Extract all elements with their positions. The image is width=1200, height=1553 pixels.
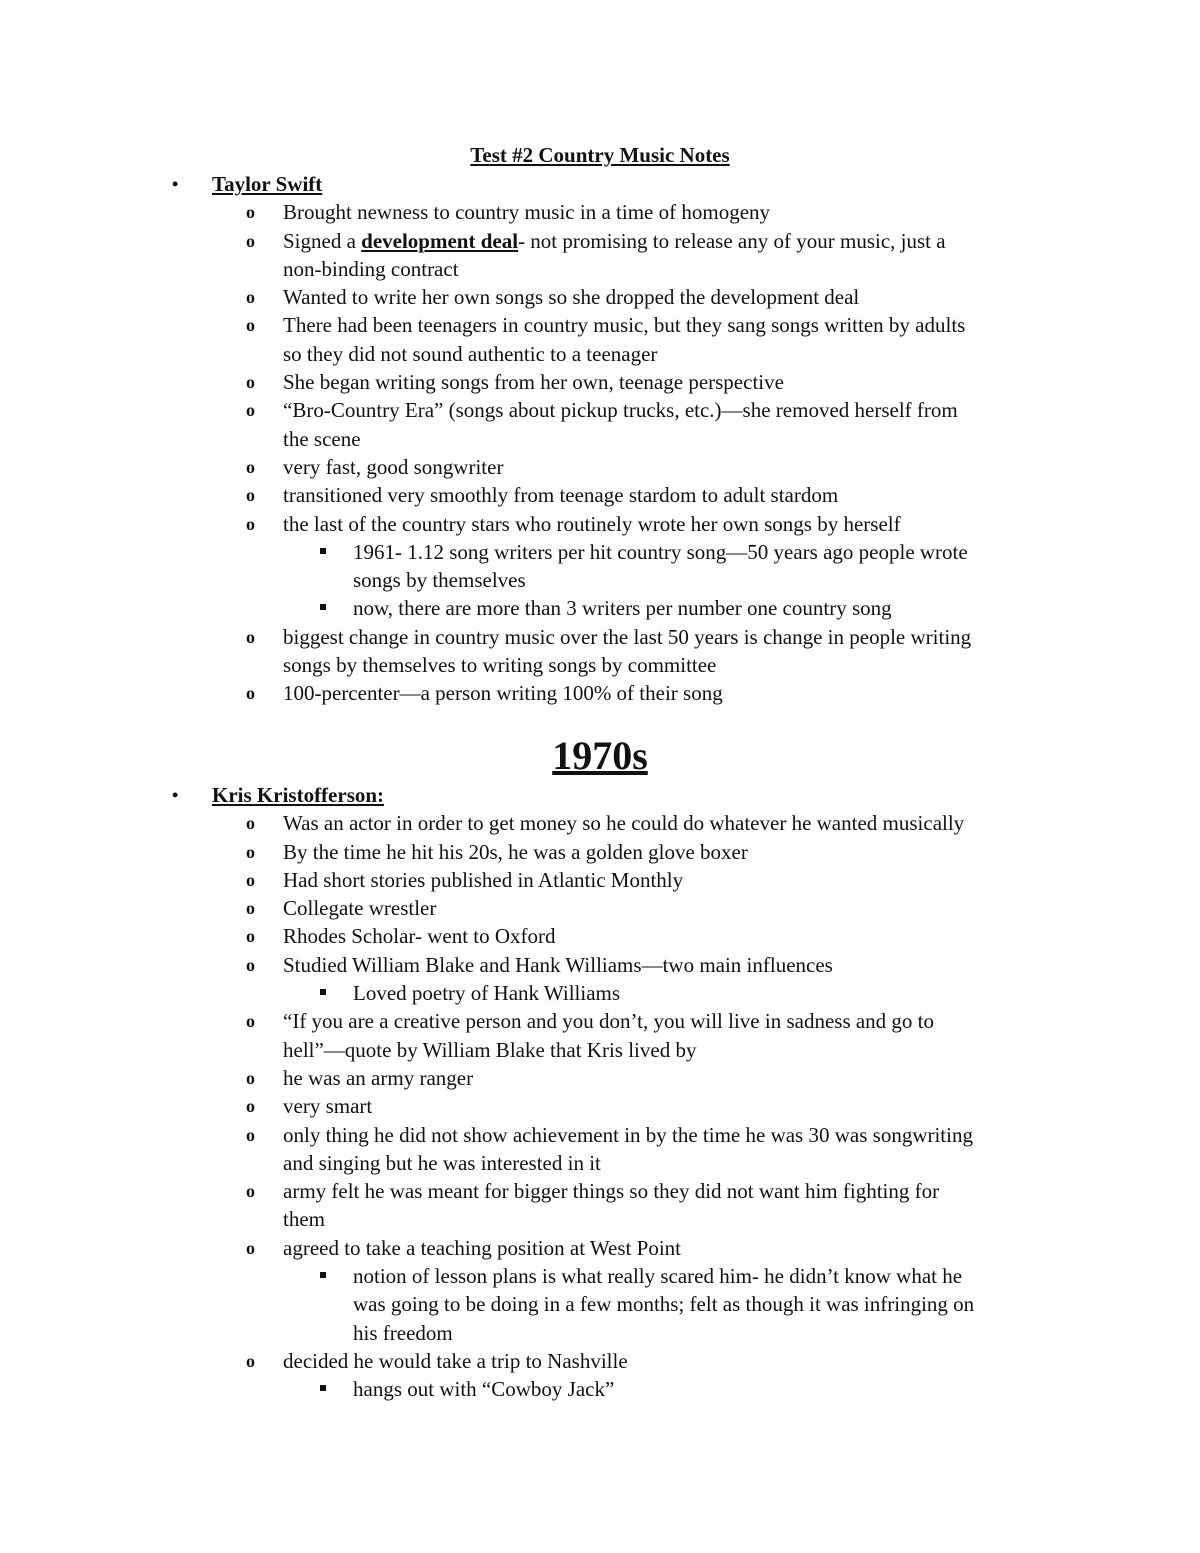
note-text: “Bro-Country Era” (songs about pickup trucks, etc.)—she removed herself from bbox=[283, 398, 958, 423]
note-text: the scene bbox=[283, 426, 361, 451]
key-term: development deal bbox=[361, 228, 519, 253]
bullet-circle-icon: o bbox=[246, 1067, 255, 1088]
note-text: transitioned very smoothly from teenage stardom to adult stardom bbox=[283, 483, 839, 508]
list-item-continuation bbox=[0, 255, 1200, 283]
bullet-circle-icon: o bbox=[246, 1011, 255, 1032]
taylor-swift-section bbox=[0, 170, 1200, 708]
bullet-circle-icon: o bbox=[246, 1124, 255, 1145]
note-text: so they did not sound authentic to a teenager bbox=[283, 341, 658, 366]
note-text: Loved poetry of Hank Williams bbox=[353, 981, 621, 1006]
list-item bbox=[0, 894, 1200, 922]
note-text: 1961- 1.12 song writers per hit country song—50 years ago people wrote bbox=[353, 539, 968, 564]
list-item bbox=[0, 809, 1200, 837]
bullet-circle-icon: o bbox=[246, 626, 255, 647]
note-text: Was an actor in order to get money so he could do whatever he wanted musically bbox=[283, 811, 965, 836]
page-title: Test #2 Country Music Notes bbox=[470, 143, 730, 167]
note-text: army felt he was meant for bigger things so they did not want him fighting for bbox=[283, 1179, 940, 1204]
list-item bbox=[0, 951, 1200, 979]
list-item bbox=[0, 1234, 1200, 1262]
note-text: very smart bbox=[283, 1094, 373, 1119]
bullet-square-icon bbox=[320, 604, 326, 610]
list-item bbox=[0, 368, 1200, 396]
note-text: he was an army ranger bbox=[283, 1065, 474, 1090]
list-item bbox=[0, 623, 1200, 651]
list-item bbox=[0, 198, 1200, 226]
bullet-circle-icon: o bbox=[246, 869, 255, 890]
list-item bbox=[0, 679, 1200, 707]
note-text: Had short stories published in Atlantic Monthly bbox=[283, 867, 684, 892]
list-item bbox=[0, 453, 1200, 481]
note-text: Wanted to write her own songs so she dropped the development deal bbox=[283, 285, 860, 310]
bullet-circle-icon: o bbox=[246, 1237, 255, 1258]
list-item bbox=[0, 283, 1200, 311]
note-text: Brought newness to country music in a time of homogeny bbox=[283, 200, 771, 225]
bullet-circle-icon: o bbox=[246, 954, 255, 975]
list-item-continuation bbox=[0, 340, 1200, 368]
bullet-circle-icon: o bbox=[246, 1350, 255, 1371]
sub-list-item bbox=[0, 979, 1200, 1007]
bullet-circle-icon: o bbox=[246, 898, 255, 919]
note-text: the last of the country stars who routinely wrote her own songs by herself bbox=[283, 511, 901, 536]
list-item-continuation bbox=[0, 425, 1200, 453]
kris-kristofferson-section bbox=[0, 781, 1200, 1404]
bullet-circle-icon: o bbox=[246, 400, 255, 421]
list-item bbox=[0, 1064, 1200, 1092]
bullet-circle-icon: o bbox=[246, 841, 255, 862]
note-text: agreed to take a teaching position at West Point bbox=[283, 1235, 681, 1260]
bullet-circle-icon: o bbox=[246, 513, 255, 534]
note-text: songs by themselves to writing songs by committee bbox=[283, 653, 717, 678]
note-text: very fast, good songwriter bbox=[283, 454, 504, 479]
bullet-circle-icon: o bbox=[246, 372, 255, 393]
bullet-square-icon bbox=[320, 989, 326, 995]
list-item-continuation bbox=[0, 651, 1200, 679]
bullet-circle-icon: o bbox=[246, 230, 255, 251]
list-item-continuation bbox=[0, 1205, 1200, 1233]
list-item bbox=[0, 838, 1200, 866]
note-text: non-binding contract bbox=[283, 256, 459, 281]
bullet-square-icon bbox=[320, 548, 326, 554]
list-item-continuation bbox=[0, 1149, 1200, 1177]
note-text: Studied William Blake and Hank Williams—two main influences bbox=[283, 952, 833, 977]
bullet-dot-icon: • bbox=[172, 785, 179, 805]
sub-list-item bbox=[0, 1375, 1200, 1403]
note-text: She began writing songs from her own, teenage perspective bbox=[283, 370, 784, 395]
sub-list-item bbox=[0, 594, 1200, 622]
sub-list-item-continuation bbox=[0, 1290, 1200, 1318]
bullet-circle-icon: o bbox=[246, 813, 255, 834]
section-heading-1970s: 1970s bbox=[552, 733, 648, 778]
note-text: notion of lesson plans is what really scared him- he didn’t know what he bbox=[353, 1264, 963, 1289]
list-item bbox=[0, 481, 1200, 509]
note-text: now, there are more than 3 writers per number one country song bbox=[353, 596, 892, 621]
sub-list-item-continuation bbox=[0, 566, 1200, 594]
note-text: By the time he hit his 20s, he was a golden glove boxer bbox=[283, 839, 748, 864]
note-text: hangs out with “Cowboy Jack” bbox=[353, 1377, 615, 1402]
note-text: “If you are a creative person and you don’t, you will live in sadness and go to bbox=[283, 1009, 935, 1034]
list-item bbox=[0, 396, 1200, 424]
bullet-dot-icon: • bbox=[172, 174, 179, 194]
list-item bbox=[0, 1347, 1200, 1375]
note-text: Collegate wrestler bbox=[283, 896, 437, 921]
note-text: 100-percenter—a person writing 100% of their song bbox=[283, 681, 723, 706]
list-item bbox=[0, 227, 1200, 255]
note-text: - not promising to release any of your music, just a bbox=[518, 228, 946, 253]
note-text: was going to be doing in a few months; felt as though it was infringing on bbox=[353, 1292, 975, 1317]
section-heading-kris-kristofferson: Kris Kristofferson: bbox=[212, 783, 385, 807]
list-item-continuation bbox=[0, 1036, 1200, 1064]
bullet-circle-icon: o bbox=[246, 315, 255, 336]
list-item bbox=[0, 1092, 1200, 1120]
list-item bbox=[0, 922, 1200, 950]
bullet-square-icon bbox=[320, 1385, 326, 1391]
section-heading-taylor-swift: Taylor Swift bbox=[212, 172, 323, 196]
bullet-circle-icon: o bbox=[246, 1181, 255, 1202]
note-text: biggest change in country music over the last 50 years is change in people writing bbox=[283, 624, 972, 649]
bullet-circle-icon: o bbox=[246, 926, 255, 947]
bullet-circle-icon: o bbox=[246, 456, 255, 477]
list-item bbox=[0, 311, 1200, 339]
list-item bbox=[0, 510, 1200, 538]
note-text: Rhodes Scholar- went to Oxford bbox=[283, 924, 556, 949]
list-item bbox=[0, 1121, 1200, 1149]
note-text: songs by themselves bbox=[353, 568, 526, 593]
sub-list-item bbox=[0, 1262, 1200, 1290]
note-text: decided he would take a trip to Nashville bbox=[283, 1348, 628, 1373]
sub-list-item-continuation bbox=[0, 1319, 1200, 1347]
bullet-circle-icon: o bbox=[246, 287, 255, 308]
list-item bbox=[0, 781, 1200, 809]
bullet-circle-icon: o bbox=[246, 202, 255, 223]
note-text: only thing he did not show achievement in by the time he was 30 was songwriting bbox=[283, 1122, 973, 1147]
sub-list-item bbox=[0, 538, 1200, 566]
bullet-circle-icon: o bbox=[246, 683, 255, 704]
list-item bbox=[0, 170, 1200, 198]
bullet-circle-icon: o bbox=[246, 1096, 255, 1117]
bullet-square-icon bbox=[320, 1272, 326, 1278]
list-item bbox=[0, 1177, 1200, 1205]
list-item bbox=[0, 866, 1200, 894]
note-text: them bbox=[283, 1207, 325, 1232]
list-item bbox=[0, 1007, 1200, 1035]
note-text: hell”—quote by William Blake that Kris lived by bbox=[283, 1037, 697, 1062]
note-text: Signed a bbox=[283, 228, 362, 253]
note-text: and singing but he was interested in it bbox=[283, 1150, 601, 1175]
note-text: There had been teenagers in country music, but they sang songs written by adults bbox=[283, 313, 966, 338]
note-text: his freedom bbox=[353, 1320, 453, 1345]
bullet-circle-icon: o bbox=[246, 485, 255, 506]
